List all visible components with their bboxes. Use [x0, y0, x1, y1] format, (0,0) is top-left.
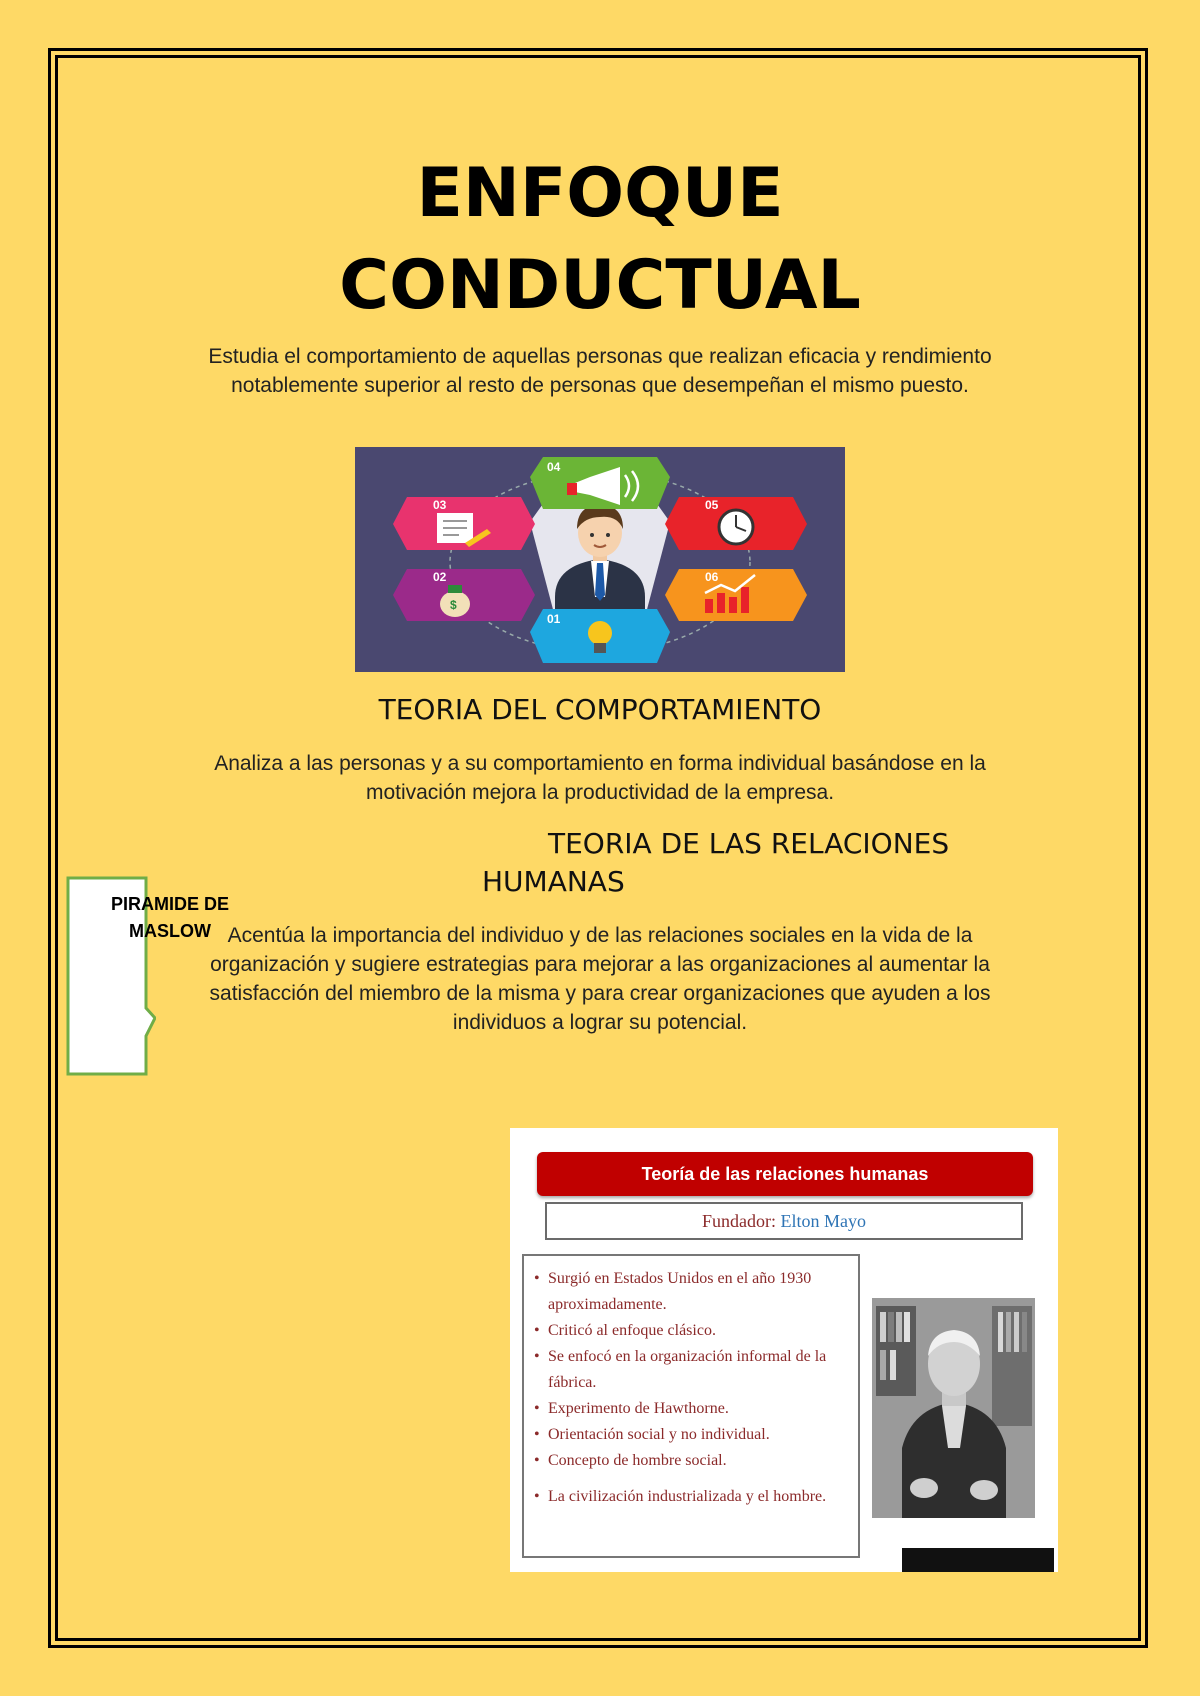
title-line-1: ENFOQUE	[416, 154, 784, 233]
section-text-behavior: Analiza a las personas y a su comportamiento en forma individual basándose en la motivación mejora la productividad de la empresa.	[214, 752, 986, 804]
bullet-item: • Surgió en Estados Unidos en el año 1930 aproximadamente.	[548, 1266, 852, 1318]
hex-label-05: 05	[705, 498, 719, 512]
bullet-item: • Orientación social y no individual.	[548, 1422, 852, 1448]
slide-bullet-list	[534, 1266, 852, 1510]
founder-box	[545, 1202, 1023, 1240]
hexagon-06	[665, 569, 807, 621]
section-heading-behavior: TEORIA DEL COMPORTAMIENTO	[378, 693, 822, 726]
section-text-human-relations: Acentúa la importancia del individuo y de las relaciones sociales en la vida de la organización y sugiere estrategias para mejorar a las organizaciones al aumentar la satisfacción del miembro de la misma y para crear organizaciones que ayuden a los individuos a lograr su potencial.	[209, 924, 991, 1034]
page-title	[150, 148, 1050, 332]
hex-label-01: 01	[547, 612, 561, 626]
slide-bullet-box	[522, 1254, 860, 1558]
maslow-line-1: PIRAMIDE DE	[110, 894, 229, 914]
hexagon-01	[530, 609, 670, 663]
heading-line-1: TEORIA DE LAS RELACIONES	[548, 827, 950, 860]
hexagon-05	[665, 497, 807, 550]
maslow-line-2: MASLOW	[129, 921, 211, 941]
portrait-photo	[872, 1298, 1035, 1518]
hex-label-06: 06	[705, 570, 719, 584]
infographic-graphic	[355, 447, 845, 672]
intro-paragraph: Estudia el comportamiento de aquellas personas que realizan eficacia y rendimiento notablemente superior al resto de personas que desempeñan el mismo puesto.	[208, 345, 992, 397]
founder-label: Fundador:	[702, 1211, 776, 1231]
bullet-item: • La civilización industrializada y el hombre.	[548, 1484, 852, 1510]
hexagon-02	[393, 569, 535, 621]
hexagon-04	[530, 457, 670, 509]
bullet-item: • Concepto de hombre social.	[548, 1448, 852, 1474]
hex-label-02: 02	[433, 570, 447, 584]
hex-label-03: 03	[433, 498, 447, 512]
hexagon-03	[393, 497, 535, 550]
human-relations-slide	[510, 1128, 1058, 1572]
behavior-infographic	[355, 447, 845, 672]
maslow-pyramid-label	[95, 891, 245, 945]
bullet-item: • Criticó al enfoque clásico.	[548, 1318, 852, 1344]
portrait-graphic	[872, 1298, 1035, 1518]
title-line-2: CONDUCTUAL	[339, 246, 861, 325]
hex-label-04: 04	[547, 460, 561, 474]
section-heading-human-relations	[482, 825, 1035, 901]
bullet-item: • Se enfocó en la organización informal de la fábrica.	[548, 1344, 852, 1396]
slide-caption-bar	[902, 1548, 1054, 1572]
svg-text:$: $	[450, 598, 457, 612]
heading-line-2: HUMANAS	[482, 865, 625, 898]
clock-icon	[719, 510, 753, 544]
slide-title: Teoría de las relaciones humanas	[537, 1152, 1033, 1196]
founder-name: Elton Mayo	[780, 1211, 866, 1231]
bullet-item: • Experimento de Hawthorne.	[548, 1396, 852, 1422]
